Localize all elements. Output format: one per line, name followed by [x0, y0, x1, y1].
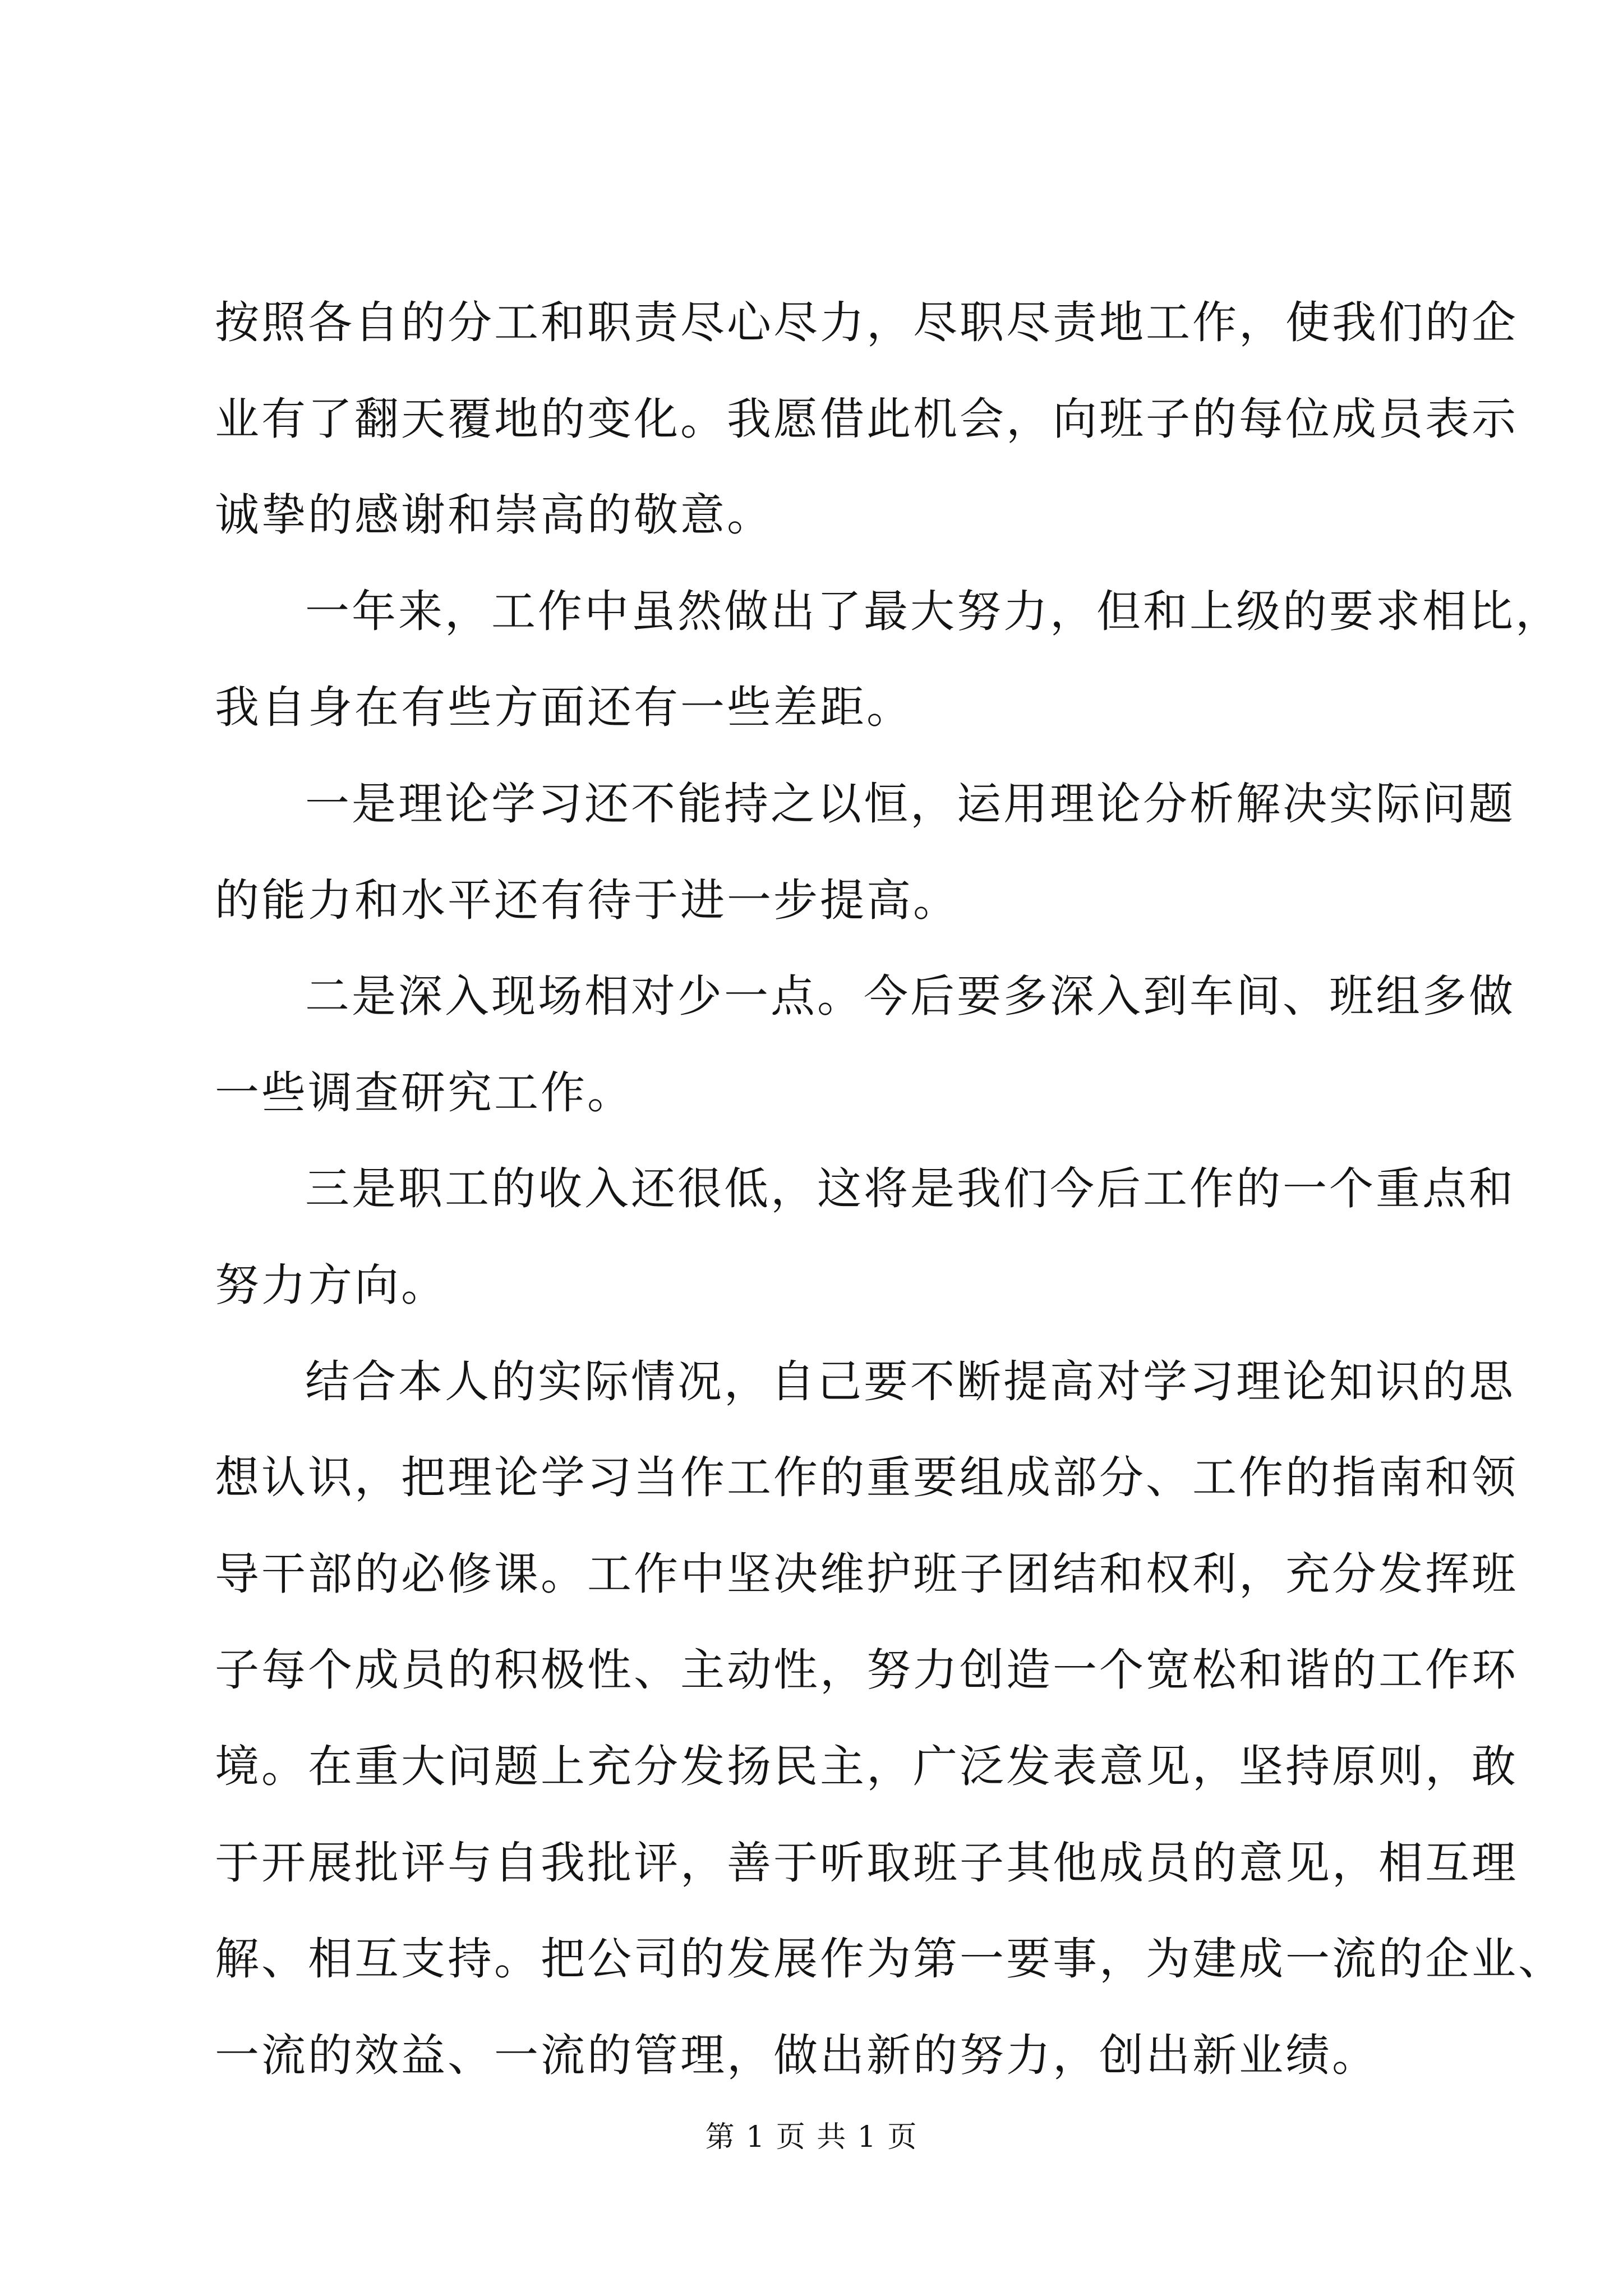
text-line: 一流的效益、一流的管理，做出新的努力，创出新业绩。: [215, 2029, 1378, 2081]
text-line: 子每个成员的积极性、主动性，努力创造一个宽松和谐的工作环: [215, 1644, 1518, 1696]
text-line: 的能力和水平还有待于进一步提高。: [215, 874, 960, 926]
document-body: [215, 297, 1565, 2126]
text-line: 我自身在有些方面还有一些差距。: [215, 682, 913, 734]
text-line: 境。在重大问题上充分发扬民主，广泛发表意见，坚持原则，敢: [215, 1740, 1518, 1792]
text-line: 二是深入现场相对少一点。今后要多深入到车间、班组多做: [305, 970, 1515, 1023]
text-line: 导干部的必修课。工作中坚决维护班子团结和权利，充分发挥班: [215, 1548, 1518, 1600]
text-line: 一些调查研究工作。: [215, 1066, 634, 1119]
text-line: 按照各自的分工和职责尽心尽力，尽职尽责地工作，使我们的企: [215, 297, 1518, 348]
text-line: 于开展批评与自我批评，善于听取班子其他成员的意见，相互理: [215, 1837, 1518, 1889]
text-line: 诚挚的感谢和崇高的敬意。: [215, 489, 773, 541]
page-footer: 第 1 页 共 1 页: [705, 2120, 918, 2154]
text-line: 解、相互支持。把公司的发展作为第一要事，为建成一流的企业、: [215, 1933, 1565, 1985]
text-line: 业有了翻天覆地的变化。我愿借此机会，向班子的每位成员表示: [215, 393, 1518, 445]
text-line: 努力方向。: [215, 1259, 448, 1311]
text-line: 三是职工的收入还很低，这将是我们今后工作的一个重点和: [305, 1163, 1515, 1215]
text-line: 想认识，把理论学习当作工作的重要组成部分、工作的指南和领: [215, 1452, 1518, 1504]
text-line: 一年来，工作中虽然做出了最大努力，但和上级的要求相比，: [305, 585, 1562, 637]
text-line: 结合本人的实际情况，自己要不断提高对学习理论知识的思: [305, 1355, 1515, 1407]
text-line: 一是理论学习还不能持之以恒，运用理论分析解决实际问题: [305, 777, 1515, 830]
